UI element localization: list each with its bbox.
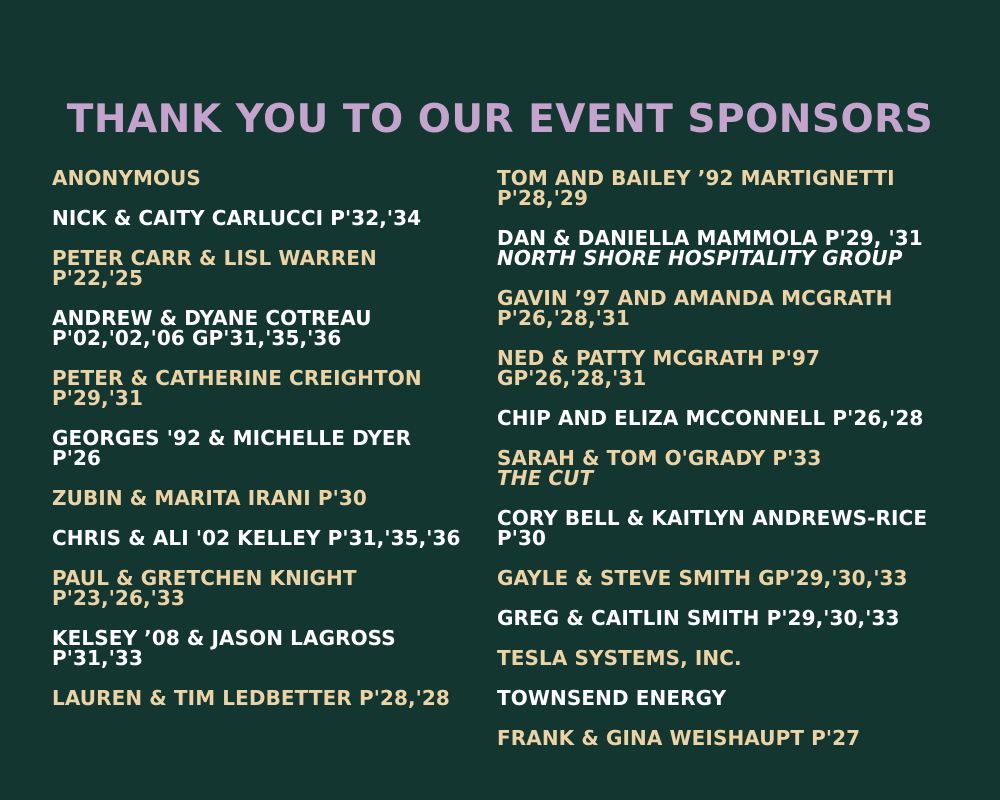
- sponsor-class-years: P'30: [497, 526, 547, 550]
- sponsor-name: ZUBIN & MARITA IRANI P'30: [52, 486, 367, 510]
- sponsor-name: ANDREW & DYANE COTREAU: [52, 306, 372, 330]
- sponsor-entry: [497, 728, 860, 748]
- sponsor-entry: [52, 248, 377, 288]
- sponsor-name: DAN & DANIELLA MAMMOLA P'29, '31: [497, 226, 923, 250]
- sponsor-entry: [52, 528, 461, 548]
- sponsor-entry: [497, 688, 726, 708]
- sponsor-entry: [52, 208, 421, 228]
- sponsor-name: CHIP AND ELIZA MCCONNELL P'26,'28: [497, 406, 924, 430]
- sponsor-name: LAUREN & TIM LEDBETTER P'28,'28: [52, 686, 450, 710]
- sponsor-name: CHRIS & ALI '02 KELLEY P'31,'35,'36: [52, 526, 461, 550]
- sponsor-name: TESLA SYSTEMS, INC.: [497, 646, 742, 670]
- sponsor-entry: [497, 448, 821, 488]
- sponsor-class-years: P'22,'25: [52, 266, 143, 290]
- sponsor-entry: [52, 568, 357, 608]
- sponsor-name: TOWNSEND ENERGY: [497, 686, 727, 710]
- sponsor-entry: [52, 168, 201, 188]
- sponsor-name: GEORGES '92 & MICHELLE DYER: [52, 426, 412, 450]
- sponsor-entry: [497, 648, 742, 668]
- sponsor-name: FRANK & GINA WEISHAUPT P'27: [497, 726, 861, 750]
- sponsor-name: NICK & CAITY CARLUCCI P'32,'34: [52, 206, 422, 230]
- sponsor-class-years: P'26,'28,'31: [497, 306, 630, 330]
- sponsor-class-years: P'23,'26,'33: [52, 586, 185, 610]
- sponsor-company: NORTH SHORE HOSPITALITY GROUP: [497, 246, 903, 270]
- sponsor-class-years: GP'26,'28,'31: [497, 366, 647, 390]
- sponsor-entry: [497, 348, 820, 388]
- sponsor-class-years: P'28,'29: [497, 186, 588, 210]
- sponsor-entry: [497, 568, 908, 588]
- sponsor-entry: [52, 488, 367, 508]
- sponsor-class-years: P'02,'02,'06 GP'31,'35,'36: [52, 326, 342, 350]
- sponsor-entry: [497, 168, 895, 208]
- sponsor-class-years: P'31,'33: [52, 646, 143, 670]
- sponsor-name: NED & PATTY MCGRATH P'97: [497, 346, 820, 370]
- sponsor-name: KELSEY ’08 & JASON LAGROSS: [52, 626, 396, 650]
- sponsor-name: PETER CARR & LISL WARREN: [52, 246, 377, 270]
- sponsor-name: SARAH & TOM O'GRADY P'33: [497, 446, 822, 470]
- sponsor-entry: [52, 368, 422, 408]
- sponsor-name: ANONYMOUS: [52, 166, 201, 190]
- sponsor-entry: [497, 228, 923, 268]
- sponsor-class-years: P'29,'31: [52, 386, 143, 410]
- sponsor-entry: [52, 628, 396, 668]
- sponsor-entry: [52, 308, 372, 348]
- sponsor-name: PAUL & GRETCHEN KNIGHT: [52, 566, 357, 590]
- sponsor-name: CORY BELL & KAITLYN ANDREWS-RICE: [497, 506, 928, 530]
- sponsor-entry: [52, 688, 450, 708]
- sponsor-entry: [497, 608, 900, 628]
- sponsor-company: THE CUT: [497, 466, 594, 490]
- sponsor-class-years: P'26: [52, 446, 102, 470]
- sponsor-name: GAVIN ’97 AND AMANDA MCGRATH: [497, 286, 893, 310]
- sponsor-name: GREG & CAITLIN SMITH P'29,'30,'33: [497, 606, 900, 630]
- sponsor-entry: [52, 428, 411, 468]
- sponsor-entry: [497, 408, 923, 428]
- page-title: THANK YOU TO OUR EVENT SPONSORS: [66, 97, 934, 142]
- sponsor-name: GAYLE & STEVE SMITH GP'29,'30,'33: [497, 566, 908, 590]
- sponsor-entry: [497, 508, 927, 548]
- sponsor-name: TOM AND BAILEY ’92 MARTIGNETTI: [497, 166, 895, 190]
- sponsor-name: PETER & CATHERINE CREIGHTON: [52, 366, 422, 390]
- sponsor-entry: [497, 288, 892, 328]
